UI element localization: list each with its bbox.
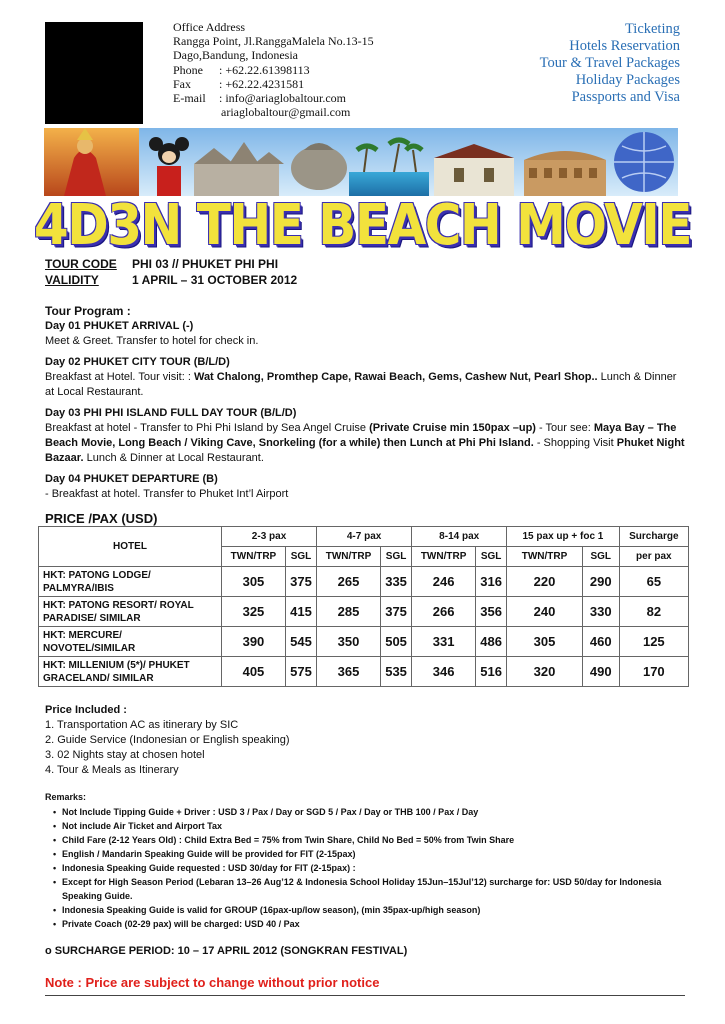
address-line-1: Rangga Point, Jl.RanggaMalela No.13-15	[173, 34, 374, 49]
group-header: 2-3 pax	[222, 527, 317, 547]
price-cell: 486	[476, 627, 507, 657]
remark-item: • Child Fare (2-12 Years Old) : Child Extra Bed = 75% from Twin Share, Child No Bed = 50% from Twin Share	[45, 833, 685, 847]
included-item: 1. Transportation AC as itinerary by SIC	[45, 719, 239, 731]
remark-item: • English / Mandarin Speaking Guide will be provided for FIT (2-15pax)	[45, 847, 685, 861]
day-2-bold: Wat Chalong, Promthep Cape, Rawai Beach, Gems, Cashew Nut, Pearl Shop..	[193, 371, 598, 383]
price-cell: 320	[507, 657, 583, 687]
hotel-cell	[39, 657, 222, 687]
price-cell: 575	[285, 657, 316, 687]
sgl-header: SGL	[285, 547, 316, 567]
price-cell: 265	[317, 567, 381, 597]
included-item: 2. Guide Service (Indonesian or English speaking)	[45, 734, 290, 746]
hotel-name: GRACELAND/ SIMILAR	[43, 672, 154, 684]
price-cell: 356	[476, 597, 507, 627]
remark-item: • Indonesia Speaking Guide is valid for GROUP (16pax-up/low season), (min 35pax-up/high season)	[45, 903, 685, 917]
service-item: Tour & Travel Packages	[539, 55, 680, 71]
day-2-text: Lunch & Dinner at Local Restaurant.	[45, 371, 677, 398]
tour-title: 4D3N THE BEACH MOVIE	[33, 192, 692, 258]
price-cell: 460	[582, 627, 619, 657]
price-cell: 316	[476, 567, 507, 597]
remark-item: • Not include Air Ticket and Airport Tax	[45, 819, 685, 833]
price-cell: 246	[412, 567, 476, 597]
hotel-name: PALMYRA/IBIS	[43, 582, 114, 594]
price-table	[38, 526, 689, 687]
day-3-body	[45, 421, 685, 466]
surcharge-cell: 125	[619, 627, 688, 657]
price-cell: 390	[222, 627, 286, 657]
day-2-text: Breakfast at Hotel. Tour visit: :	[45, 371, 194, 383]
phone-value: : +62.22.61398113	[219, 62, 310, 77]
tour-code-value: PHI 03 // PHUKET PHI PHI	[132, 257, 279, 271]
day-3-text: - Tour see:	[535, 422, 594, 434]
per-pax-header: per pax	[619, 547, 688, 567]
hotel-cell	[39, 627, 222, 657]
price-cell: 325	[222, 597, 286, 627]
price-cell: 405	[222, 657, 286, 687]
company-logo	[45, 22, 143, 124]
table-row	[39, 657, 689, 687]
service-item: Hotels Reservation	[569, 38, 680, 54]
office-title: Office Address	[173, 20, 246, 34]
hotel-name: HKT: PATONG RESORT/ ROYAL	[43, 599, 194, 611]
table-row	[39, 567, 689, 597]
remark-item: • Private Coach (02-29 pax) will be charged: USD 40 / Pax	[45, 917, 685, 931]
surcharge-cell: 170	[619, 657, 688, 687]
twn-header: TWN/TRP	[412, 547, 476, 567]
day-1-body: Meet & Greet. Transfer to hotel for check in.	[45, 335, 259, 347]
hotel-cell	[39, 567, 222, 597]
remarks-list	[45, 805, 685, 931]
hotel-cell	[39, 597, 222, 627]
price-cell: 375	[285, 567, 316, 597]
tour-program-heading: Tour Program :	[45, 304, 131, 318]
service-item: Passports and Visa	[571, 89, 680, 105]
hotel-name: HKT: MERCURE/	[43, 629, 122, 641]
tour-program	[45, 304, 685, 502]
validity-row	[45, 273, 297, 287]
email-row	[173, 91, 374, 105]
sgl-header: SGL	[582, 547, 619, 567]
price-cell: 290	[582, 567, 619, 597]
validity-value: 1 APRIL – 31 OCTOBER 2012	[132, 273, 298, 287]
day-4-body: - Breakfast at hotel. Transfer to Phuket Int’l Airport	[45, 488, 289, 500]
price-cell: 305	[507, 627, 583, 657]
hotel-name: PARADISE/ SIMILAR	[43, 612, 141, 624]
table-header-row	[39, 527, 689, 547]
sgl-header: SGL	[476, 547, 507, 567]
price-cell: 331	[412, 627, 476, 657]
day-3-text: - Shopping Visit	[533, 437, 617, 449]
remark-item: • Except for High Season Period (Lebaran 13–26 Aug’12 & Indonesia School Holiday 15Jun–15Jul’12) surcharge for: USD 50/day for Indonesia Speaking Guide.	[45, 875, 685, 903]
price-cell: 240	[507, 597, 583, 627]
price-included	[45, 703, 290, 778]
surcharge-header: Surcharge	[619, 527, 688, 547]
services-list	[540, 21, 680, 106]
price-cell: 305	[222, 567, 286, 597]
validity-label: VALIDITY	[45, 273, 99, 287]
price-cell: 545	[285, 627, 316, 657]
hotel-name: HKT: MILLENIUM (5*)/ PHUKET	[43, 659, 190, 671]
table-row	[39, 627, 689, 657]
tour-code-row	[45, 257, 278, 271]
hotel-header: HOTEL	[39, 527, 222, 567]
price-cell: 350	[317, 627, 381, 657]
day-3-bold: Phuket Night Bazaar.	[45, 437, 685, 464]
fax-row	[173, 77, 374, 91]
price-cell: 330	[582, 597, 619, 627]
day-3-bold: Maya Bay – The Beach Movie, Long Beach / Viking Cave, Snorkeling (for a while) then Lunch at Phi Phi Island.	[45, 422, 677, 449]
group-header: 8-14 pax	[412, 527, 507, 547]
day-4-heading: Day 04 PHUKET DEPARTURE (B)	[45, 473, 218, 485]
price-cell: 285	[317, 597, 381, 627]
price-cell: 415	[285, 597, 316, 627]
remarks	[45, 790, 685, 931]
service-item: Holiday Packages	[575, 72, 680, 88]
email-label: E-mail	[173, 91, 206, 106]
tour-code-label: TOUR CODE	[45, 257, 117, 271]
phone-row	[173, 63, 374, 77]
group-header: 4-7 pax	[317, 527, 412, 547]
price-cell: 535	[380, 657, 411, 687]
day-3-text: Lunch & Dinner at Local Restaurant.	[83, 452, 264, 464]
table-row	[39, 597, 689, 627]
price-cell: 375	[380, 597, 411, 627]
hotel-name: NOVOTEL/SIMILAR	[43, 642, 136, 654]
surcharge-cell: 82	[619, 597, 688, 627]
email-value-2: ariaglobaltour@gmail.com	[221, 105, 351, 120]
included-item: 3. 02 Nights stay at chosen hotel	[45, 749, 205, 761]
fax-label: Fax	[173, 76, 191, 91]
twn-header: TWN/TRP	[317, 547, 381, 567]
phone-label: Phone	[173, 62, 203, 77]
service-item: Ticketing	[624, 21, 680, 37]
day-2-body	[45, 370, 685, 400]
hotel-name: HKT: PATONG LODGE/	[43, 569, 151, 581]
fax-value: : +62.22.4231581	[219, 76, 305, 91]
surcharge-cell: 65	[619, 567, 688, 597]
day-2-heading: Day 02 PHUKET CITY TOUR (B/L/D)	[45, 356, 230, 368]
surcharge-period: o SURCHARGE PERIOD: 10 – 17 APRIL 2012 (SONGKRAN FESTIVAL)	[45, 945, 408, 957]
day-3-bold: (Private Cruise min 150pax –up)	[369, 422, 536, 434]
remark-item: • Not Include Tipping Guide + Driver : USD 3 / Pax / Day or SGD 5 / Pax / Day or THB 100 / Pax / Day	[45, 805, 685, 819]
price-cell: 220	[507, 567, 583, 597]
price-note: Note : Price are subject to change without prior notice	[45, 975, 380, 990]
travel-banner-image	[44, 128, 678, 196]
price-cell: 490	[582, 657, 619, 687]
remark-item: • Indonesia Speaking Guide requested : USD 30/day for FIT (2-15pax) :	[45, 861, 685, 875]
twn-header: TWN/TRP	[222, 547, 286, 567]
day-3-text: Breakfast at hotel - Transfer to Phi Phi Island by Sea Angel Cruise	[45, 422, 370, 434]
price-cell: 266	[412, 597, 476, 627]
footer-divider	[45, 995, 685, 996]
included-item: 4. Tour & Meals as Itinerary	[45, 764, 179, 776]
email-value-1: : info@ariaglobaltour.com	[219, 91, 347, 106]
remarks-heading: Remarks:	[45, 792, 87, 802]
group-header: 15 pax up + foc 1	[507, 527, 619, 547]
price-heading: PRICE /PAX (USD)	[45, 511, 158, 526]
sgl-header: SGL	[380, 547, 411, 567]
price-cell: 505	[380, 627, 411, 657]
price-cell: 365	[317, 657, 381, 687]
day-1-heading: Day 01 PHUKET ARRIVAL (-)	[45, 320, 194, 332]
price-cell: 516	[476, 657, 507, 687]
included-heading: Price Included :	[45, 704, 127, 716]
price-cell: 335	[380, 567, 411, 597]
address-line-2: Dago,Bandung, Indonesia	[173, 48, 298, 63]
price-cell: 346	[412, 657, 476, 687]
office-address	[173, 20, 374, 119]
day-3-heading: Day 03 PHI PHI ISLAND FULL DAY TOUR (B/L/D)	[45, 407, 297, 419]
twn-header: TWN/TRP	[507, 547, 583, 567]
